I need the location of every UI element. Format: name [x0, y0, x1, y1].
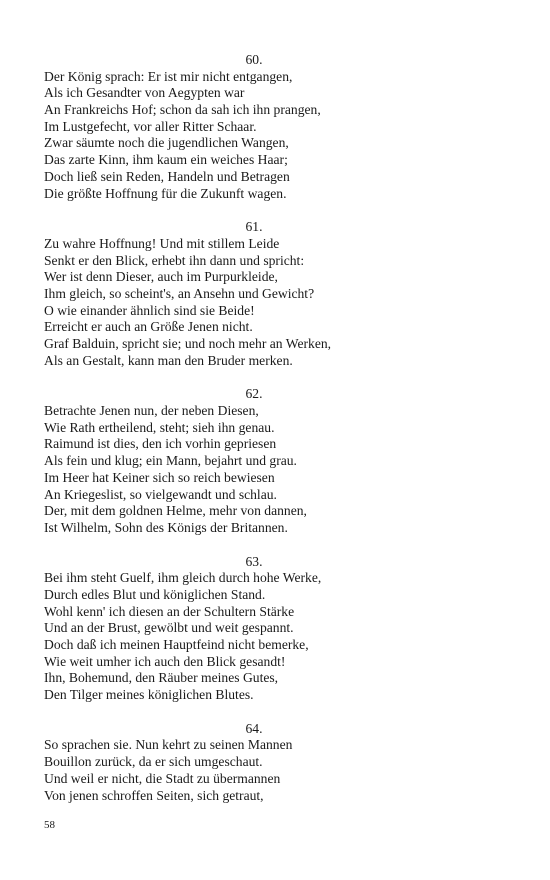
- verse-line: Doch ließ sein Reden, Handeln und Betragen: [44, 168, 290, 184]
- page-number: 58: [44, 819, 55, 831]
- verse-line: Der, mit dem goldnen Helme, mehr von dannen,: [44, 503, 307, 519]
- verse-line: Und an der Brust, gewölbt und weit gespannt.: [44, 620, 294, 636]
- verse-line: An Frankreichs Hof; schon da sah ich ihn prangen,: [44, 102, 321, 118]
- verse-line: Raimund ist dies, den ich vorhin gepriesen: [44, 436, 277, 452]
- verse-line: Als an Gestalt, kann man den Bruder merken.: [44, 352, 293, 368]
- verse-line: Betrachte Jenen nun, der neben Diesen,: [44, 403, 259, 419]
- verse-line: Durch edles Blut und königlichen Stand.: [44, 586, 266, 602]
- verse-line: Als fein und klug; ein Mann, bejahrt und grau.: [44, 453, 297, 469]
- verse-line: Zu wahre Hoffnung! Und mit stillem Leide: [44, 235, 280, 251]
- stanza-60: [44, 52, 504, 202]
- verse-line: Wie Rath ertheilend, steht; sieh ihn genau.: [44, 419, 275, 435]
- verse-line: Wie weit umher ich auch den Blick gesandt!: [44, 653, 286, 669]
- verse-line: Im Lustgefecht, vor aller Ritter Schaar.: [44, 118, 257, 134]
- verse-line: Senkt er den Blick, erhebt ihn dann und spricht:: [44, 252, 305, 268]
- verse-line: O wie einander ähnlich sind sie Beide!: [44, 302, 255, 318]
- verse-line: Ihm gleich, so scheint's, an Ansehn und Gewicht?: [44, 285, 315, 301]
- verse-line: Bouillon zurück, da er sich umgeschaut.: [44, 754, 263, 770]
- verse-line: Wer ist denn Dieser, auch im Purpurkleide,: [44, 269, 278, 285]
- verse-line: Den Tilger meines königlichen Blutes.: [44, 687, 254, 703]
- verse-line: Graf Balduin, spricht sie; und noch mehr an Werken,: [44, 336, 332, 351]
- stanza-number: 61.: [245, 219, 263, 235]
- verse-line: Von jenen schroffen Seiten, sich getraut,: [44, 787, 264, 803]
- verse-line: An Kriegeslist, so vielgewandt und schlau.: [44, 486, 277, 502]
- verse-line: Ihn, Bohemund, den Räuber meines Gutes,: [44, 670, 279, 686]
- verse-line: Wohl kenn' ich diesen an der Schultern Stärke: [44, 603, 295, 619]
- verse-line: Erreicht er auch an Größe Jenen nicht.: [44, 319, 253, 335]
- stanza-number: 64.: [245, 720, 263, 736]
- stanza-number: 63.: [245, 553, 263, 569]
- verse-line: Als ich Gesandter von Aegypten war: [44, 85, 245, 101]
- poem-page: [44, 52, 504, 821]
- verse-line: Im Heer hat Keiner sich so reich bewiesen: [44, 469, 275, 485]
- verse-line: Und weil er nicht, die Stadt zu übermannen: [44, 770, 281, 786]
- verse-line: So sprachen sie. Nun kehrt zu seinen Mannen: [44, 737, 293, 753]
- stanza-64: [44, 721, 504, 804]
- verse-line: Zwar säumte noch die jugendlichen Wangen,: [44, 135, 289, 151]
- verse-line: Doch daß ich meinen Hauptfeind nicht bemerke,: [44, 637, 309, 652]
- verse-line: Das zarte Kinn, ihm kaum ein weiches Haar;: [44, 152, 288, 168]
- stanza-61: [44, 219, 504, 369]
- verse-line: Der König sprach: Er ist mir nicht entgangen,: [44, 68, 293, 84]
- stanza-62: [44, 386, 504, 536]
- stanza-number: 62.: [245, 386, 263, 402]
- stanza-number: 60.: [245, 52, 263, 67]
- stanza-63: [44, 554, 504, 704]
- verse-line: Die größte Hoffnung für die Zukunft wagen.: [44, 185, 287, 201]
- verse-line: Ist Wilhelm, Sohn des Königs der Britannen.: [44, 519, 288, 535]
- verse-line: Bei ihm steht Guelf, ihm gleich durch hohe Werke,: [44, 570, 322, 586]
